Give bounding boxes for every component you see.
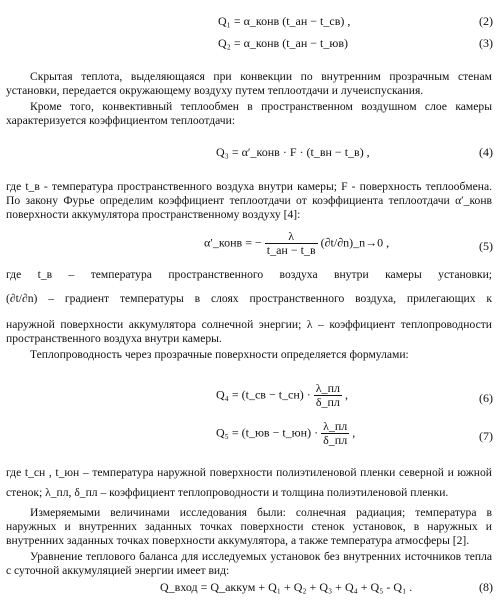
equation-6-formula xyxy=(216,382,348,409)
paragraph-measured-quantities: Измеряемыми величинами исследования были: солнечная радиация; температура в наружных и внутренних заданных точках поверхности стенок установок, в наружных и внутренних заданных точках поверхности аккумулятора, а также температура атмосферы [2]. xyxy=(6,506,492,547)
equation-6-denominator: δ_пл xyxy=(315,395,340,409)
equation-7-formula xyxy=(216,420,355,447)
equation-6-lhs: Q₄ = (t_св − t_сн) · xyxy=(216,387,311,402)
equation-2-formula: Q₁ = α_конв (t_ан − t_св) , xyxy=(218,14,351,28)
equation-2 xyxy=(0,14,501,34)
equation-6-number: (6) xyxy=(479,391,493,405)
paragraph-gradient-line: (∂t/∂n) – градиент температуры в слоях пространственного воздуха, прилегающих к xyxy=(6,292,492,305)
equation-4-formula: Q₃ = α′_конв · F · (t_вн − t_в) , xyxy=(216,145,370,159)
paragraph-accumulator-surface: наружной поверхности аккумулятора солнечной энергии; λ – коэффициент теплопроводности пространственного воздуха внутри камеры. xyxy=(6,318,492,345)
paragraph-where-tv-line1: где t_в – температура пространственного воздуха внутри камеры установки; xyxy=(6,268,492,281)
equation-7-denominator: δ_пл xyxy=(323,433,348,447)
equation-5 xyxy=(0,230,501,264)
equation-5-denominator: t_ан − t_в xyxy=(266,243,316,257)
equation-4 xyxy=(0,145,501,165)
equation-8 xyxy=(0,580,501,600)
equation-5-formula xyxy=(204,230,389,257)
equation-6-rhs: , xyxy=(345,387,349,402)
equation-8-number: (8) xyxy=(479,580,493,594)
equation-3-formula: Q₂ = α_конв (t_ан − t_юв) xyxy=(218,36,349,50)
equation-5-fraction xyxy=(265,230,318,257)
equation-6-numerator: λ_пл xyxy=(315,381,341,395)
paragraph-heat-balance: Уравнение теплового баланса для исследуемых установок без внутренних источников тепла с суточной аккумуляцией энергии имеет вид: xyxy=(6,550,492,577)
paragraph-convective-exchange: Кроме того, конвективный теплообмен в пространственном воздушном слое камеры характеризуется коэффициентом теплоотдачи: xyxy=(6,100,492,127)
equation-5-number: (5) xyxy=(479,239,493,253)
paragraph-walls-film: стенок; λ_пл, δ_пл – коэффициент теплопроводности и толщина полиэтиленовой пленки. xyxy=(6,486,449,499)
paragraph-thermal-conductivity: Теплопроводность через прозрачные поверхности определяется формулами: xyxy=(30,348,409,361)
equation-3 xyxy=(0,36,501,56)
equation-7-number: (7) xyxy=(479,429,493,443)
equation-6-fraction xyxy=(314,382,342,409)
equation-5-rhs: (∂t/∂n)_n→0 , xyxy=(320,235,390,250)
equation-3-number: (3) xyxy=(479,36,493,50)
equation-7-fraction xyxy=(321,420,349,447)
equation-6 xyxy=(0,382,501,416)
equation-5-lhs: α′_конв = − xyxy=(204,235,262,250)
paragraph-where-tsn: где t_сн , t_юн – температура наружной поверхности полиэтиленовой пленки северной и южной xyxy=(6,466,492,479)
paragraph-where-tv-fourier: где t_в - температура пространственного воздуха внутри камеры; F - поверхность теплообмена. По закону Фурье определим коэффициент теплоотдачи от коэффициента теплоотдачи α′_конв поверхности аккумулятора пространственному воздуху [4]: xyxy=(6,180,492,221)
equation-2-number: (2) xyxy=(479,14,493,28)
paragraph-latent-heat: Скрытая теплота, выделяющаяся при конвекции по внутренним прозрачным стенам установки, передается окружающему воздуху путем теплоотдачи и лучеиспускания. xyxy=(6,70,492,97)
equation-7 xyxy=(0,420,501,454)
equation-7-rhs: , xyxy=(352,425,356,440)
equation-7-numerator: λ_пл xyxy=(323,419,348,433)
equation-4-number: (4) xyxy=(479,145,493,159)
equation-5-numerator: λ xyxy=(265,230,318,244)
equation-7-lhs: Q₅ = (t_юв − t_юн) · xyxy=(216,425,319,440)
equation-8-formula: Q_вход = Q_аккум + Q₁ + Q₂ + Q₃ + Q₄ + Q₅ - Q₁ . xyxy=(160,580,413,594)
